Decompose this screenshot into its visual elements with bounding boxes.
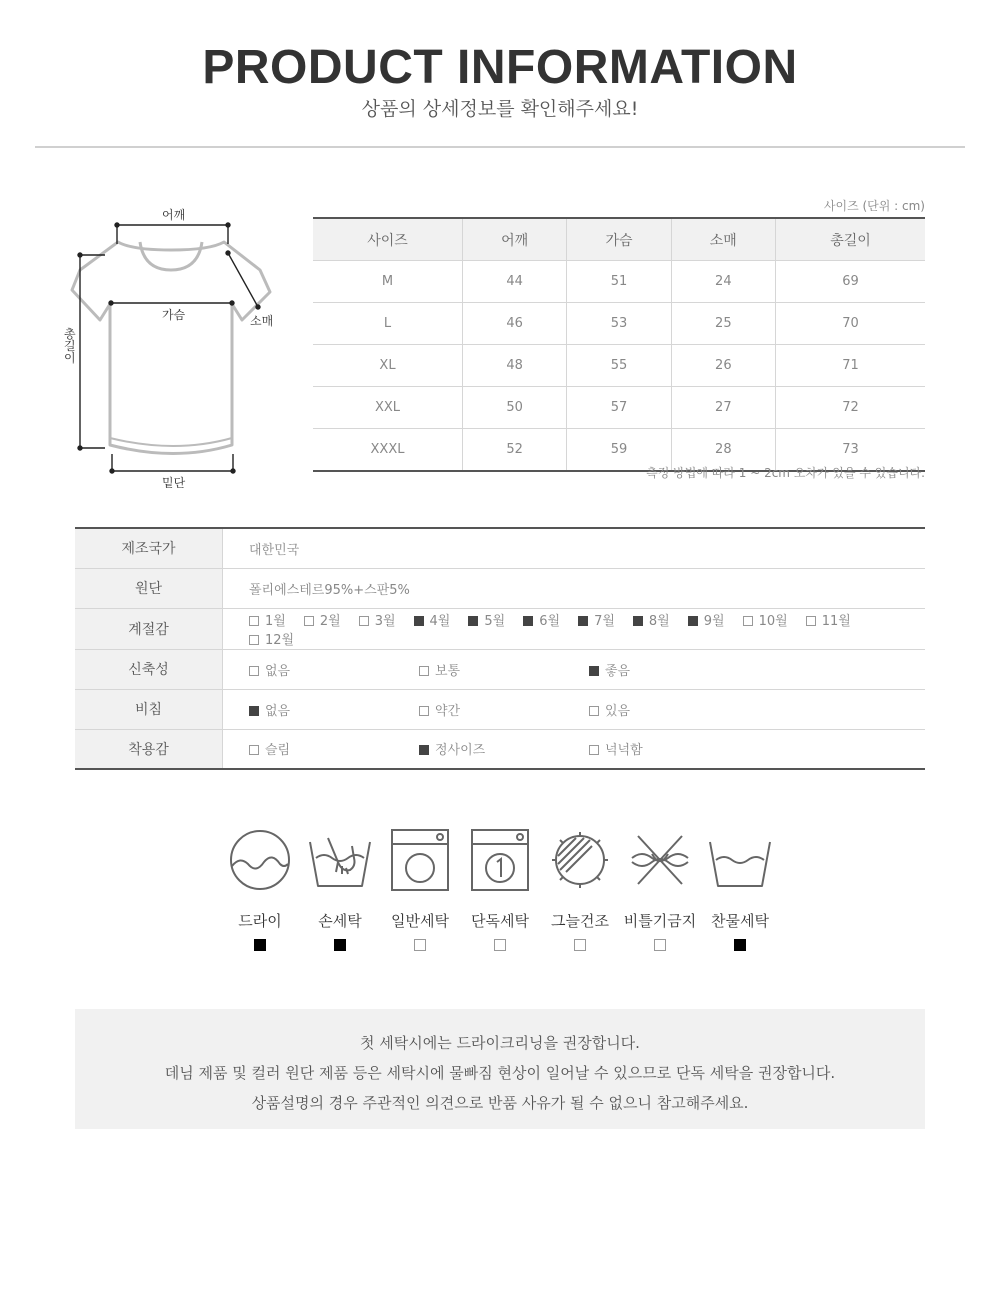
care-item-cold-wash [700, 828, 780, 951]
option-item [249, 739, 419, 758]
care-instructions [220, 828, 780, 958]
option-item [359, 610, 396, 629]
table-cell: 46 [463, 303, 567, 345]
table-row [313, 303, 925, 345]
care-label: 손세탁 [318, 912, 362, 930]
option-item [419, 660, 589, 679]
col-header: 어깨 [463, 218, 567, 261]
option-item [688, 610, 725, 629]
table-row [313, 345, 925, 387]
unchecked-box-icon [304, 616, 314, 626]
table-cell: 25 [671, 303, 775, 345]
dry-clean-icon [228, 828, 292, 892]
table-cell: 50 [463, 387, 567, 429]
option-label: 11월 [821, 613, 851, 629]
table-cell: 53 [567, 303, 671, 345]
option-label: 9월 [703, 613, 725, 629]
col-header: 가슴 [567, 218, 671, 261]
table-cell: L [313, 303, 463, 345]
unchecked-box-icon [359, 616, 369, 626]
hand-wash-icon [308, 828, 372, 892]
length-label: 총길이 [64, 327, 76, 365]
page-title: PRODUCT INFORMATION [202, 41, 798, 94]
table-cell: 51 [567, 261, 671, 303]
option-label: 5월 [484, 613, 506, 629]
unchecked-box-icon [589, 706, 599, 716]
size-table [313, 217, 925, 472]
unchecked-box-icon [249, 616, 259, 626]
care-checkbox [574, 939, 586, 951]
care-item-dry [220, 828, 300, 951]
care-label: 찬물세탁 [711, 912, 769, 930]
care-notice-box [75, 1009, 925, 1129]
care-checkbox [414, 939, 426, 951]
care-checkbox [494, 939, 506, 951]
notice-line: 데님 제품 및 컬러 원단 제품 등은 세탁시에 물빠짐 현상이 일어날 수 있으므로 단독 세탁을 권장합니다. [164, 1064, 836, 1082]
unchecked-box-icon [419, 666, 429, 676]
header-divider [35, 146, 965, 148]
info-value: 폴리에스테르95%+스판5% [223, 568, 926, 608]
care-item-separate-wash [460, 828, 540, 951]
option-label: 2월 [319, 613, 341, 629]
no-wring-icon [628, 828, 692, 892]
option-item [633, 610, 670, 629]
checked-box-icon [523, 616, 533, 626]
table-cell: 44 [463, 261, 567, 303]
option-label: 넉넉함 [605, 743, 643, 759]
option-item [589, 739, 759, 758]
care-item-no-wring [620, 828, 700, 951]
checked-box-icon [468, 616, 478, 626]
care-checkbox [654, 939, 666, 951]
option-label: 6월 [539, 613, 561, 629]
option-item [419, 700, 589, 719]
option-item [523, 610, 560, 629]
info-row-fabric [75, 568, 925, 608]
table-cell: 26 [671, 345, 775, 387]
table-cell: 71 [775, 345, 925, 387]
option-label: 3월 [374, 613, 396, 629]
tshirt-diagram [60, 200, 290, 500]
unchecked-box-icon [249, 745, 259, 755]
table-cell: 27 [671, 387, 775, 429]
info-row-sheer [75, 689, 925, 729]
table-cell: XL [313, 345, 463, 387]
care-checkbox [734, 939, 746, 951]
checked-box-icon [249, 706, 259, 716]
care-checkbox [254, 939, 266, 951]
care-item-shade-dry [540, 828, 620, 951]
option-label: 약간 [435, 703, 461, 719]
option-label: 정사이즈 [435, 743, 486, 759]
checked-box-icon [419, 745, 429, 755]
checked-box-icon [633, 616, 643, 626]
care-item-hand-wash [300, 828, 380, 951]
info-label: 착용감 [75, 729, 223, 769]
option-item [589, 700, 759, 719]
notice-line: 상품설명의 경우 주관적인 의견으로 반품 사유가 될 수 없으니 참고해주세요. [251, 1094, 749, 1112]
option-label: 1월 [265, 613, 286, 629]
unchecked-box-icon [806, 616, 816, 626]
page-subtitle: 상품의 상세정보를 확인해주세요! [361, 98, 639, 120]
sheer-options [223, 689, 926, 729]
stretch-options [223, 649, 926, 689]
info-label: 원단 [75, 568, 223, 608]
option-item [304, 610, 341, 629]
option-label: 좋음 [605, 663, 631, 679]
hem-label: 밑단 [162, 476, 186, 490]
shade-dry-icon [548, 828, 612, 892]
option-label: 있음 [605, 703, 631, 719]
table-cell: 55 [567, 345, 671, 387]
option-label: 12월 [265, 632, 295, 648]
option-label: 없음 [265, 663, 291, 679]
checked-box-icon [578, 616, 588, 626]
unchecked-box-icon [743, 616, 753, 626]
option-label: 10월 [758, 613, 788, 629]
care-label: 비틀기금지 [623, 912, 697, 930]
info-row-fit [75, 729, 925, 769]
table-cell: 73 [775, 429, 925, 472]
care-label: 드라이 [238, 912, 282, 930]
table-cell: 57 [567, 387, 671, 429]
size-table-header [313, 218, 925, 261]
info-label: 계절감 [75, 608, 223, 649]
care-item-machine-wash [380, 828, 460, 951]
care-label: 단독세탁 [471, 912, 529, 930]
unchecked-box-icon [589, 745, 599, 755]
option-item [419, 739, 589, 758]
unchecked-box-icon [419, 706, 429, 716]
info-label: 신축성 [75, 649, 223, 689]
unchecked-box-icon [249, 635, 259, 645]
care-checkbox [334, 939, 346, 951]
care-label: 그늘건조 [551, 912, 609, 930]
table-cell: 52 [463, 429, 567, 472]
machine-wash-icon [388, 828, 452, 892]
sleeve-label: 소매 [250, 314, 274, 328]
info-row-country [75, 528, 925, 568]
option-label: 슬림 [265, 743, 291, 759]
chest-label: 가슴 [162, 308, 186, 322]
measure-note: 측정 방법에 따라 1 ~ 2cm 오차가 있을 수 있습니다. [646, 466, 925, 480]
cold-wash-icon [708, 828, 772, 892]
col-header: 사이즈 [313, 218, 463, 261]
table-cell: M [313, 261, 463, 303]
tshirt-outline-icon [60, 200, 290, 500]
table-row [313, 261, 925, 303]
table-cell: XXXL [313, 429, 463, 472]
option-item [468, 610, 505, 629]
info-row-stretch [75, 649, 925, 689]
table-cell: 24 [671, 261, 775, 303]
col-header: 총길이 [775, 218, 925, 261]
info-label: 제조국가 [75, 528, 223, 568]
option-item [743, 610, 788, 629]
option-item [249, 629, 294, 648]
season-options [223, 608, 926, 649]
table-cell: 72 [775, 387, 925, 429]
table-cell: 59 [567, 429, 671, 472]
notice-line: 첫 세탁시에는 드라이크리닝을 권장합니다. [360, 1034, 640, 1052]
option-item [249, 610, 286, 629]
care-label: 일반세탁 [391, 912, 449, 930]
fit-options [223, 729, 926, 769]
table-cell: 70 [775, 303, 925, 345]
option-item [589, 660, 759, 679]
shoulder-label: 어깨 [162, 208, 186, 222]
option-label: 없음 [265, 703, 291, 719]
unchecked-box-icon [249, 666, 259, 676]
product-info-table [75, 527, 925, 770]
checked-box-icon [688, 616, 698, 626]
table-cell: XXL [313, 387, 463, 429]
separate-wash-icon [468, 828, 532, 892]
option-label: 8월 [648, 613, 670, 629]
table-cell: 69 [775, 261, 925, 303]
page-header [0, 38, 1000, 121]
table-cell: 28 [671, 429, 775, 472]
info-row-season [75, 608, 925, 649]
info-label: 비침 [75, 689, 223, 729]
option-label: 보통 [435, 663, 461, 679]
option-item [414, 610, 451, 629]
table-row [313, 387, 925, 429]
option-label: 7월 [594, 613, 615, 629]
size-unit-note: 사이즈 (단위 : cm) [823, 199, 925, 213]
option-item [249, 660, 419, 679]
option-item [806, 610, 851, 629]
option-item [578, 610, 615, 629]
checked-box-icon [589, 666, 599, 676]
table-cell: 48 [463, 345, 567, 387]
checked-box-icon [414, 616, 424, 626]
option-label: 4월 [429, 613, 451, 629]
col-header: 소매 [671, 218, 775, 261]
option-item [249, 700, 419, 719]
info-value: 대한민국 [249, 542, 300, 558]
